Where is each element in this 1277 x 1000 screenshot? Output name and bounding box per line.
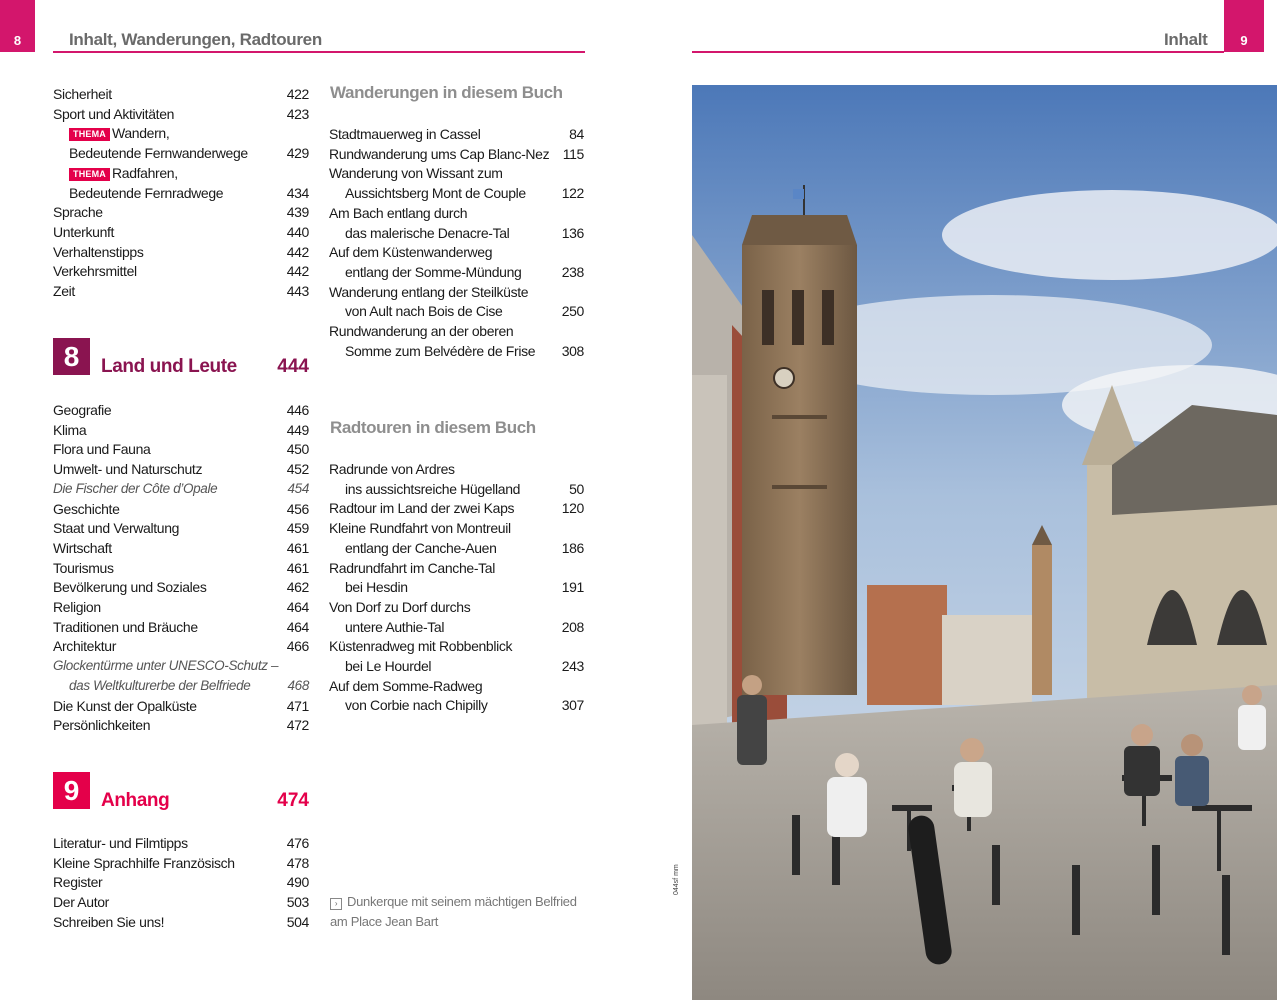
toc-top-list (53, 84, 309, 304)
toc-entry-page: 461 (286, 559, 309, 576)
toc-entry-title: Umwelt- und Naturschutz (53, 461, 203, 478)
right-page-number-box (1224, 0, 1264, 52)
toc-entry[interactable] (53, 242, 309, 262)
toc-entry-page: 442 (286, 243, 309, 260)
toc-entry[interactable] (329, 301, 584, 321)
left-page-number-box (0, 0, 35, 52)
toc-entry[interactable] (53, 183, 309, 203)
toc-entry-title: entlang der Somme-Mündung (345, 263, 522, 280)
toc-entry[interactable] (53, 597, 309, 617)
toc-entry-title: Persönlichkeiten (53, 717, 151, 734)
toc-entry-page: 191 (561, 579, 584, 596)
toc-entry-page: 446 (286, 402, 309, 418)
toc-entry[interactable] (329, 183, 584, 203)
toc-entry[interactable] (329, 223, 584, 243)
toc-entry-page: 461 (286, 539, 309, 556)
toc-entry[interactable] (329, 479, 584, 499)
toc-entry-page: 307 (561, 697, 584, 714)
toc-entry[interactable] (53, 538, 309, 558)
toc-entry-title: das Weltkulturerbe der Belfriede (69, 677, 251, 693)
toc-entry-page: 449 (286, 421, 309, 438)
toc-entry-title: Schreiben Sie uns! (53, 913, 165, 930)
toc-entry-title: Sicherheit (53, 86, 112, 102)
toc-entry-title: Traditionen und Bräuche (53, 618, 198, 635)
toc-entry[interactable] (329, 321, 584, 341)
toc-entry[interactable] (329, 577, 584, 597)
toc-entry[interactable] (329, 597, 584, 617)
toc-entry[interactable] (53, 558, 309, 578)
toc-entry-title: das malerische Denacre-Tal (345, 224, 510, 241)
toc-entry[interactable] (329, 518, 584, 538)
dunkerque-belfry-photo (692, 85, 1277, 1000)
toc-entry-title: Bedeutende Fernradwege (69, 184, 224, 201)
right-page-number: 9 (1240, 33, 1248, 48)
toc-entry[interactable] (53, 696, 309, 716)
toc-entry-title: bei Le Hourdel (345, 658, 432, 674)
left-page-number: 8 (13, 33, 22, 48)
toc-entry[interactable] (53, 479, 309, 499)
toc-entry[interactable] (329, 656, 584, 676)
toc-entry[interactable] (53, 715, 309, 735)
toc-entry-page: 456 (286, 500, 309, 517)
toc-entry-page: 422 (286, 86, 309, 102)
toc-entry-page: 471 (286, 697, 309, 714)
toc-entry[interactable] (53, 202, 309, 222)
toc-entry-page: 466 (286, 638, 309, 655)
toc-entry-title: von Corbie nach Chipilly (345, 697, 488, 714)
toc-entry[interactable] (329, 144, 584, 164)
hikes-list (329, 124, 584, 364)
chapter-9-page: 474 (277, 790, 309, 811)
toc-entry[interactable] (329, 459, 584, 479)
toc-entry-page: 490 (286, 874, 309, 891)
toc-entry-title: Glockentürme unter UNESCO-Schutz – (53, 658, 279, 674)
toc-entry[interactable] (53, 853, 309, 873)
toc-entry-page: 439 (286, 204, 309, 221)
toc-entry-title: Tourismus (53, 559, 114, 576)
toc-entry[interactable] (329, 282, 584, 302)
toc-entry-title: Religion (53, 599, 101, 615)
toc-entry-page: 120 (561, 500, 584, 517)
toc-entry-title: Verhaltenstipps (53, 243, 144, 260)
toc-entry-title: Wanderung von Wissant zum (329, 165, 503, 182)
toc-entry-title: Sprache (53, 204, 103, 221)
toc-entry-page: 464 (286, 618, 309, 635)
toc-entry-title: Unterkunft (53, 223, 115, 240)
chapter-9-title[interactable]: Anhang (101, 790, 170, 811)
toc-entry-title: Aussichtsberg Mont de Couple (345, 185, 526, 202)
toc-entry-title (69, 163, 178, 183)
toc-entry[interactable] (329, 498, 584, 518)
toc-entry-title (69, 123, 169, 143)
toc-entry[interactable] (53, 459, 309, 479)
toc-entry-page: 243 (561, 658, 584, 674)
toc-entry-page: 208 (561, 618, 584, 635)
toc-entry-page: 440 (286, 223, 309, 240)
toc-entry[interactable] (53, 163, 309, 183)
toc-entry-page: 450 (286, 441, 309, 458)
toc-entry-page: 434 (286, 184, 309, 201)
toc-entry[interactable] (53, 420, 309, 440)
toc-entry[interactable] (53, 104, 309, 124)
thema-badge: THEMA (69, 128, 110, 141)
toc-entry[interactable] (53, 400, 309, 420)
toc-entry-title: Radrundfahrt im Canche-Tal (329, 559, 495, 576)
toc-entry-title: Wanderung entlang der Steilküste (329, 283, 529, 300)
toc-entry-page: 429 (286, 145, 309, 162)
toc-entry-page: 472 (286, 717, 309, 734)
toc-entry[interactable] (53, 617, 309, 637)
toc-entry-page: 50 (569, 480, 584, 497)
toc-entry-title: Sport und Aktivitäten (53, 105, 175, 122)
toc-entry-title: Radtour im Land der zwei Kaps (329, 500, 515, 517)
toc-entry-page: 476 (286, 835, 309, 851)
toc-entry-title: Die Kunst der Opalküste (53, 697, 197, 714)
toc-entry-title: Staat und Verwaltung (53, 520, 180, 537)
toc-entry-title: Der Autor (53, 894, 109, 911)
chapter-8-title[interactable]: Land und Leute (101, 356, 237, 377)
toc-entry[interactable] (329, 558, 584, 578)
toc-entry[interactable] (53, 676, 309, 696)
toc-entry-page: 136 (561, 224, 584, 241)
right-running-head: Inhalt (1164, 30, 1208, 49)
toc-entry[interactable] (329, 203, 584, 223)
toc-entry-page: 308 (561, 342, 584, 359)
toc-entry[interactable] (329, 676, 584, 696)
toc-entry-title: ins aussichtsreiche Hügelland (345, 480, 521, 497)
toc-entry-title: Rundwanderung an der oberen (329, 323, 514, 339)
toc-entry-page: 423 (286, 105, 309, 122)
toc-entry[interactable] (329, 262, 584, 282)
toc-entry[interactable] (53, 892, 309, 912)
toc-entry-page: 464 (286, 599, 309, 615)
toc-entry-page: 250 (561, 303, 584, 320)
toc-entry-page: 442 (286, 263, 309, 280)
toc-entry[interactable] (53, 912, 309, 932)
photo-caption (330, 892, 577, 932)
toc-entry-title: Von Dorf zu Dorf durchs (329, 598, 471, 615)
toc-entry[interactable] (329, 124, 584, 144)
toc-entry-page: 84 (569, 126, 584, 142)
toc-entry-page: 454 (287, 480, 309, 496)
toc-entry[interactable] (53, 143, 309, 163)
chapter-8-page: 444 (277, 356, 309, 377)
toc-entry-title: Rundwanderung ums Cap Blanc-Nez (329, 145, 550, 162)
thema-badge: THEMA (69, 168, 110, 181)
toc-entry[interactable] (329, 242, 584, 262)
toc-entry[interactable] (329, 163, 584, 183)
toc-entry-title: Kleine Sprachhilfe Französisch (53, 854, 235, 871)
bike-tours-heading: Radtouren in diesem Buch (330, 418, 536, 437)
toc-entry-page: 452 (286, 461, 309, 478)
toc-entry-page: 122 (561, 185, 584, 202)
toc-entry[interactable] (53, 518, 309, 538)
toc-entry-title: Die Fischer der Côte d’Opale (53, 480, 218, 496)
toc-entry-page: 115 (562, 145, 584, 162)
toc-entry-title: Bevölkerung und Soziales (53, 579, 207, 596)
toc-entry-page: 459 (286, 520, 309, 537)
toc-entry-title: Auf dem Somme-Radweg (329, 677, 483, 694)
toc-entry-page: 443 (286, 283, 309, 299)
toc-entry-page: 504 (286, 913, 309, 930)
chapter-9-number: 9 (53, 772, 90, 809)
bike-tours-list (329, 459, 584, 719)
toc-entry-page: 468 (287, 677, 309, 693)
toc-entry[interactable] (53, 872, 309, 892)
toc-entry-title: Verkehrsmittel (53, 263, 137, 280)
toc-entry-title: Klima (53, 421, 87, 438)
toc-entry-title-text: Wandern, (112, 125, 170, 142)
toc-entry-title: Küstenradweg mit Robbenblick (329, 638, 513, 655)
toc-entry-title: Geografie (53, 402, 112, 418)
chapter-8-number: 8 (53, 338, 90, 375)
toc-entry[interactable] (329, 341, 584, 361)
toc-entry-title: Architektur (53, 638, 117, 655)
toc-entry[interactable] (53, 123, 309, 143)
toc-entry[interactable] (53, 261, 309, 281)
photo-credit: 044sf mm (673, 864, 680, 895)
toc-entry[interactable] (53, 499, 309, 519)
right-header-rule (692, 51, 1224, 53)
toc-entry-title: Somme zum Belvédère de Frise (345, 342, 536, 359)
toc-entry[interactable] (329, 538, 584, 558)
toc-entry-page: 238 (561, 263, 584, 280)
toc-entry-title: Flora und Fauna (53, 441, 151, 458)
toc-entry-title: untere Authie-Tal (345, 618, 445, 635)
toc-entry-title: von Ault nach Bois de Cise (345, 303, 503, 320)
chapter-8-list (53, 400, 309, 740)
hikes-heading: Wanderungen in diesem Buch (330, 83, 563, 102)
toc-entry-title: Bedeutende Fernwanderwege (69, 145, 248, 162)
left-header-rule (53, 51, 585, 53)
toc-entry-page: 462 (286, 579, 309, 596)
toc-entry-title: Zeit (53, 283, 75, 299)
toc-entry[interactable] (53, 439, 309, 459)
toc-entry[interactable] (53, 281, 309, 301)
toc-entry-title: bei Hesdin (345, 579, 408, 596)
toc-entry-title: Geschichte (53, 500, 120, 517)
toc-entry-title: Stadtmauerweg in Cassel (329, 126, 481, 142)
toc-entry-title: entlang der Canche-Auen (345, 539, 497, 556)
toc-entry[interactable] (53, 577, 309, 597)
toc-entry-title: Auf dem Küstenwanderweg (329, 244, 493, 261)
left-running-head: Inhalt, Wanderungen, Radtouren (69, 30, 322, 49)
toc-entry-title-text: Radfahren, (112, 164, 178, 181)
toc-entry-title: Kleine Rundfahrt von Montreuil (329, 520, 511, 537)
toc-entry[interactable] (329, 617, 584, 637)
caption-arrow-icon: › (330, 898, 342, 910)
toc-entry[interactable] (53, 222, 309, 242)
toc-entry-title: Radrunde von Ardres (329, 461, 455, 477)
toc-entry[interactable] (53, 656, 309, 676)
toc-entry[interactable] (53, 636, 309, 656)
toc-entry-page: 186 (561, 539, 584, 556)
toc-entry-title: Literatur- und Filmtipps (53, 835, 188, 851)
caption-line-1: Dunkerque mit seinem mächtigen Belfried (347, 894, 577, 909)
toc-entry-title: Wirtschaft (53, 539, 112, 556)
chapter-9-list (53, 833, 309, 938)
toc-entry[interactable] (53, 84, 309, 104)
toc-entry-page: 478 (286, 854, 309, 871)
caption-line-2: am Place Jean Bart (330, 914, 439, 929)
toc-entry[interactable] (329, 636, 584, 656)
toc-entry-page: 503 (286, 894, 309, 911)
toc-entry[interactable] (329, 695, 584, 715)
toc-entry[interactable] (53, 833, 309, 853)
toc-entry-title: Am Bach entlang durch (329, 204, 468, 221)
toc-entry-title: Register (53, 874, 103, 891)
